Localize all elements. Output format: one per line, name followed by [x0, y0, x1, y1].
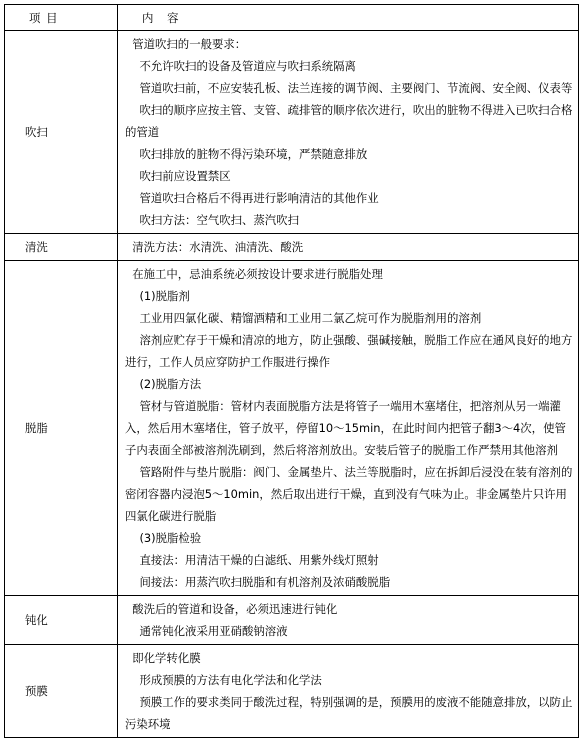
- content-line: (3)脱脂检验: [139, 531, 202, 545]
- table-row-purge: [5, 31, 579, 234]
- content-line: 预膜工作的要求类同于酸洗过程，特别强调的是，预膜用的废液不能随意排放，以防止污染环境: [125, 695, 573, 731]
- row-content-prefilming: [118, 645, 579, 738]
- content-line: 吹扫的顺序应按主管、支管、疏排管的顺序依次进行，吹出的脏物不得进入已吹扫合格的管道: [125, 103, 573, 139]
- row-content-degreasing: [118, 261, 579, 596]
- content-line: 在施工中，忌油系统必须按设计要求进行脱脂处理: [132, 267, 383, 281]
- row-label-cleaning: 清洗: [5, 234, 118, 261]
- row-content-passivation: [118, 596, 579, 645]
- content-line: 间接法：用蒸汽吹扫脱脂和有机溶剂及浓硝酸脱脂: [139, 575, 391, 589]
- content-line: 即化学转化膜: [132, 651, 201, 665]
- content-line: 溶剂应贮存于干燥和清凉的地方，防止强酸、强碱接触，脱脂工作应在通风良好的地方进行，工作人员应穿防护工作服进行操作: [125, 333, 573, 369]
- content-line: 管材与管道脱脂：管材内表面脱脂方法是将管子一端用木塞堵住，把溶剂从另一端灌入，然后用木塞堵住，管子放平，停留10～15min，在此时间内把管子翻3～4次，使管子内表面全部被溶剂洗刷到，然后将溶剂放出。安装后管子的脱脂工作严禁用其他溶剂: [125, 399, 566, 457]
- content-line: 吹扫前应设置禁区: [139, 169, 231, 183]
- content-line: 吹扫排放的脏物不得污染环境，严禁随意排放: [139, 147, 368, 161]
- content-line: 不允许吹扫的设备及管道应与吹扫系统隔离: [139, 59, 356, 73]
- pipe-cleaning-table: [4, 4, 579, 738]
- row-label-passivation: 钝化: [5, 596, 118, 645]
- content-line: 工业用四氯化碳、精馏酒精和工业用二氯乙烷可作为脱脂剂用的溶剂: [139, 311, 482, 325]
- header-content-cell: [118, 5, 579, 31]
- header-item-label: 项目: [29, 10, 64, 25]
- content-line: 通常钝化液采用亚硝酸钠溶液: [139, 624, 288, 638]
- content-line: 管道吹扫的一般要求：: [132, 37, 247, 51]
- header-item-cell: [5, 5, 118, 31]
- content-line: 管路附件与垫片脱脂：阀门、金属垫片、法兰等脱脂时，应在拆卸后浸没在装有溶剂的密闭容器内浸泡5～10min，然后取出进行干燥，直到没有气味为止。非金属垫片只许用四氯化碳进行脱脂: [125, 465, 573, 523]
- row-label-purge: 吹扫: [5, 31, 118, 234]
- content-line: 管道吹扫前，不应安装孔板、法兰连接的调节阀、主要阀门、节流阀、安全阀、仪表等: [139, 81, 573, 95]
- table-row-prefilming: [5, 645, 579, 738]
- header-content-label: 内容: [142, 10, 193, 25]
- content-line: 酸洗后的管道和设备，必须迅速进行钝化: [132, 602, 338, 616]
- table-header-row: [5, 5, 579, 31]
- table-row-cleaning: [5, 234, 579, 261]
- content-line: 形成预膜的方法有电化学法和化学法: [139, 673, 322, 687]
- row-content-cleaning: [118, 234, 579, 261]
- content-line: (2)脱脂方法: [139, 377, 202, 391]
- content-line: (1)脱脂剂: [139, 289, 190, 303]
- content-line: 清洗方法：水清洗、油清洗、酸洗: [132, 240, 304, 254]
- table-row-degreasing: [5, 261, 579, 596]
- row-label-degreasing: 脱脂: [5, 261, 118, 596]
- table-row-passivation: [5, 596, 579, 645]
- row-content-purge: [118, 31, 579, 234]
- content-line: 吹扫方法：空气吹扫、蒸汽吹扫: [139, 213, 299, 227]
- row-label-prefilming: 预膜: [5, 645, 118, 738]
- content-line: 管道吹扫合格后不得再进行影响清洁的其他作业: [139, 191, 379, 205]
- content-line: 直接法：用清洁干燥的白滤纸、用紫外线灯照射: [139, 553, 379, 567]
